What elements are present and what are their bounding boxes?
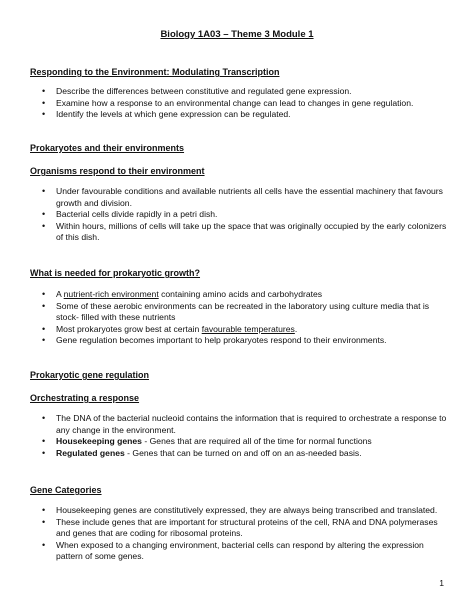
bullet-icon: • <box>42 86 46 96</box>
list-organisms <box>30 186 450 244</box>
heading-organisms-respond: Organisms respond to their environment <box>30 166 205 176</box>
bullet-icon: • <box>42 220 46 231</box>
page-number: 1 <box>439 578 444 588</box>
list-growth <box>30 289 450 347</box>
list-item: • Regulated genes - Genes that can be turned on and off on an as-needed basis. <box>42 447 362 458</box>
heading-gene-categories: Gene Categories <box>30 485 102 495</box>
list-item: • When exposed to a changing environment, bacterial cells can respond by altering the expression pattern of some genes. <box>42 539 424 562</box>
document-title: Biology 1A03 – Theme 3 Module 1 <box>160 29 314 40</box>
heading-prokaryotes-environments: Prokaryotes and their environments <box>30 143 185 153</box>
bullet-icon: • <box>42 323 46 334</box>
list-item: • The DNA of the bacterial nucleoid contains the information that is required to orchestrate a response to any change in the environment. <box>42 413 447 435</box>
list-item: • Examine how a response to an environmental change can lead to changes in gene regulation. <box>42 97 414 108</box>
bullet-icon: • <box>42 447 46 458</box>
list-item: • Identify the levels at which gene expression can be regulated. <box>42 109 291 120</box>
heading-gene-regulation: Prokaryotic gene regulation <box>30 370 150 380</box>
bullet-icon: • <box>42 209 46 220</box>
list-objectives <box>30 86 450 121</box>
bullet-icon: • <box>42 186 46 196</box>
bullet-icon: • <box>42 289 46 299</box>
list-item: • A nutrient-rich environment containing amino acids and carbohydrates <box>42 289 323 299</box>
list-item: • Gene regulation becomes important to help prokaryotes respond to their environments. <box>42 335 387 346</box>
list-item: • Bacterial cells divide rapidly in a petri dish. <box>42 209 218 220</box>
list-item: • Describe the differences between constitutive and regulated gene expression. <box>42 86 352 96</box>
bullet-icon: • <box>42 505 46 515</box>
bullet-icon: • <box>42 335 46 346</box>
bullet-icon: • <box>42 109 46 120</box>
list-gene-categories <box>30 505 450 563</box>
bullet-icon: • <box>42 97 46 108</box>
list-item: • Within hours, millions of cells will take up the space that was originally occupied by the early colonizers of this dish. <box>42 220 447 243</box>
list-item: • Housekeeping genes are constitutively expressed, they are always being transcribed and translated. <box>42 505 438 515</box>
list-item: • Most prokaryotes grow best at certain favourable temperatures. <box>42 323 298 334</box>
bullet-icon: • <box>42 413 46 423</box>
heading-responding-environment: Responding to the Environment: Modulating Transcription <box>30 67 280 77</box>
bullet-icon: • <box>42 436 46 447</box>
list-item: • These include genes that are important for structural proteins of the cell, RNA and DNA polymerases and genes that are coding for ribosomal proteins. <box>42 516 438 539</box>
list-item: • Some of these aerobic environments can be recreated in the laboratory using culture media that is stock- filled with these nutrients <box>42 300 430 323</box>
list-item: • Housekeeping genes - Genes that are required all of the time for normal functions <box>42 436 372 447</box>
bullet-icon: • <box>42 539 46 550</box>
list-item: • Under favourable conditions and available nutrients all cells have the essential machinery that favours growth and division. <box>42 186 443 208</box>
heading-prokaryotic-growth: What is needed for prokaryotic growth? <box>30 268 201 278</box>
bullet-icon: • <box>42 516 46 527</box>
heading-orchestrating-response: Orchestrating a response <box>30 393 140 403</box>
list-orchestrating <box>30 413 450 459</box>
bullet-icon: • <box>42 300 46 311</box>
